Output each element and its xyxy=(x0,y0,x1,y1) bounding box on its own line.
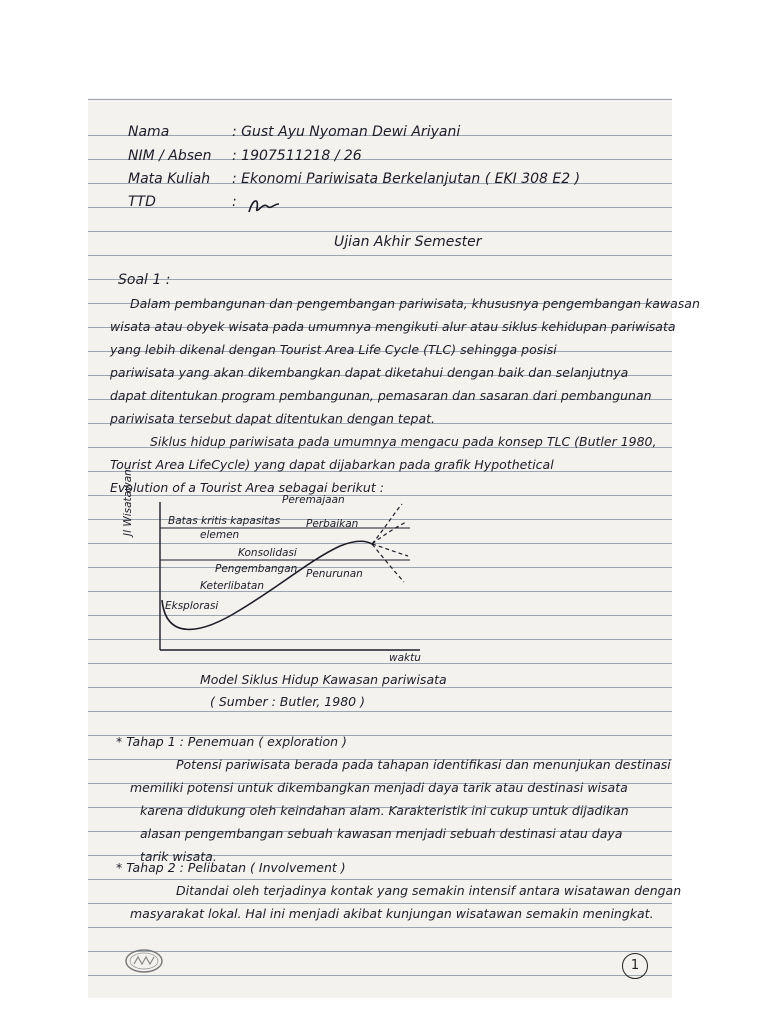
paragraph-2-line-3: Evolution of a Tourist Area sebagai berikut : xyxy=(110,480,384,495)
soal-label: Soal 1 : xyxy=(118,272,171,288)
tahap-1-line-3: karena didukung oleh keindahan alam. Karakteristik ini cukup untuk dijadikan xyxy=(140,803,629,818)
label-penurunan: Penurunan xyxy=(306,568,363,580)
tahap-1-line-2: memiliki potensi untuk dikembangkan menjadi daya tarik atau destinasi wisata xyxy=(130,780,628,795)
nama-value: : Gust Ayu Nyoman Dewi Ariyani xyxy=(232,124,461,140)
tahap-2-line-2: masyarakat lokal. Hal ini menjadi akibat kunjungan wisatawan semakin meningkat. xyxy=(130,906,654,921)
y-axis-label: Jl Wisatawan xyxy=(122,469,134,536)
x-axis-label: waktu xyxy=(389,652,421,664)
matkul-label: Mata Kuliah xyxy=(128,171,211,187)
label-konsolidasi: Konsolidasi xyxy=(238,547,297,559)
paragraph-1-line-1: Dalam pembangunan dan pengembangan pariwisata, khususnya pengembangan kawasan xyxy=(130,296,700,311)
label-eksplorasi: Eksplorasi xyxy=(165,600,219,612)
nim-value: : 1907511218 / 26 xyxy=(232,148,362,164)
page-title: Ujian Akhir Semester xyxy=(334,234,482,250)
page-number: 1 xyxy=(622,953,648,979)
paragraph-2-line-1: Siklus hidup pariwisata pada umumnya mengacu pada konsep TLC (Butler 1980, xyxy=(150,434,657,449)
label-keterlibatan: Keterlibatan xyxy=(200,580,265,592)
label-elemen: elemen xyxy=(200,529,240,541)
ttd-label: TTD xyxy=(128,194,156,210)
label-batas-kritis: Batas kritis kapasitas xyxy=(168,515,281,527)
diagram-source: ( Sumber : Butler, 1980 ) xyxy=(210,694,365,709)
matkul-value: : Ekonomi Pariwisata Berkelanjutan ( EKI 308 E2 ) xyxy=(232,171,581,187)
paragraph-1-line-2: wisata atau obyek wisata pada umumnya mengikuti alur atau siklus kehidupan pariwisata xyxy=(110,319,676,334)
paragraph-1-line-5: dapat ditentukan program pembangunan, pemasaran dan sasaran dari pembangunan xyxy=(110,388,652,403)
paragraph-1-line-6: pariwisata tersebut dapat ditentukan dengan tepat. xyxy=(110,411,435,426)
tahap-1-line-1: Potensi pariwisata berada pada tahapan identifikasi dan menunjukan destinasi xyxy=(176,757,671,772)
label-peremajaan: Peremajaan xyxy=(282,494,345,506)
label-pengembangan: Pengembangan xyxy=(215,563,298,575)
paragraph-1-line-4: pariwisata yang akan dikembangkan dapat diketahui dengan baik dan selanjutnya xyxy=(110,365,629,380)
paragraph-2-line-2: Tourist Area LifeCycle) yang dapat dijabarkan pada grafik Hypothetical xyxy=(110,457,554,472)
tahap-1-line-5: tarik wisata. xyxy=(140,849,217,864)
tahap-1-heading: * Tahap 1 : Penemuan ( exploration ) xyxy=(116,734,347,749)
rejuvenation-path xyxy=(372,504,402,544)
signature-icon xyxy=(245,194,285,220)
nim-label: NIM / Absen xyxy=(128,148,212,164)
diagram-caption: Model Siklus Hidup Kawasan pariwisata xyxy=(200,672,447,687)
improvement-path xyxy=(372,522,406,544)
sidu-logo-icon xyxy=(124,948,164,974)
label-perbaikan: Perbaikan xyxy=(306,518,359,530)
nama-label: Nama xyxy=(128,124,170,140)
paragraph-1-line-3: yang lebih dikenal dengan Tourist Area Life Cycle (TLC) sehingga posisi xyxy=(110,342,557,357)
ttd-value: : xyxy=(232,194,237,210)
tahap-2-heading: * Tahap 2 : Pelibatan ( Involvement ) xyxy=(116,860,346,875)
tahap-1-line-4: alasan pengembangan sebuah kawasan menjadi sebuah destinasi atau daya xyxy=(140,826,623,841)
tahap-2-line-1: Ditandai oleh terjadinya kontak yang semakin intensif antara wisatawan dengan xyxy=(176,883,682,898)
